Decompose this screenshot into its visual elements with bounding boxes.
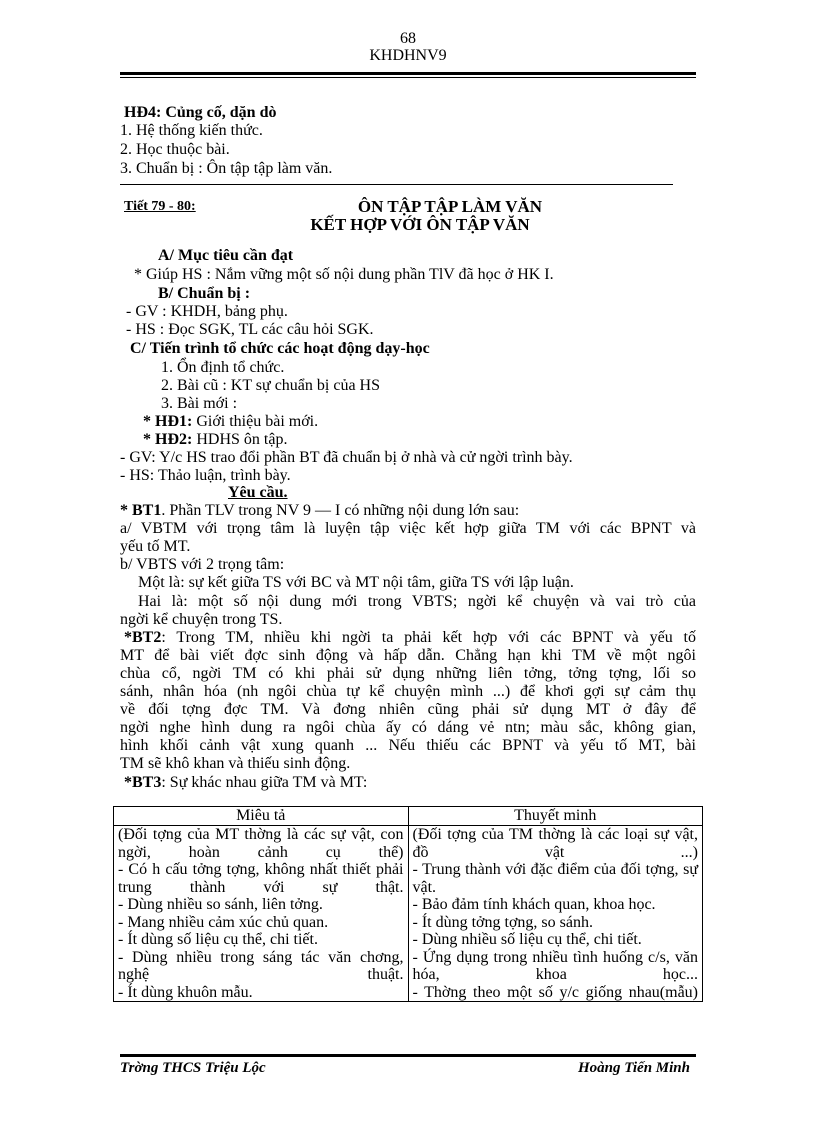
bt1-a-line2: yếu tố MT. bbox=[120, 538, 191, 555]
hd2-label: * HĐ2: bbox=[143, 431, 193, 448]
footer-author: Hoàng Tiến Minh bbox=[578, 1060, 690, 1076]
bt1-two-line1: Hai là: một số nội dung mới trong VBTS; ngời kể chuyện và vai trò của bbox=[138, 593, 696, 610]
hd2-text: HDHS ôn tập. bbox=[192, 431, 288, 448]
list-item: - Trung thành với đặc điểm của đối tợng, sự vật. bbox=[412, 861, 698, 896]
bt2-line-4: sánh, nhân hóa (nh ngôi chùa tự kể chuyện mình ...) để khơi gợi sự cảm thụ bbox=[120, 683, 696, 700]
process-step-1: 1. Ổn định tổ chức. bbox=[161, 359, 285, 376]
bt2-label: *BT2 bbox=[124, 629, 162, 646]
hd4-item-1: 1. Hệ thống kiến thức. bbox=[120, 122, 263, 139]
bt1-two-line2: ngời kể chuyện trong TS. bbox=[120, 611, 283, 628]
comparison-table bbox=[113, 806, 703, 1002]
header-mieu-ta: Miêu tả bbox=[114, 807, 409, 826]
hd1-line bbox=[143, 413, 318, 431]
list-item: - Ít dùng tởng tợng, so sánh. bbox=[412, 913, 593, 931]
bt2-line-1 bbox=[124, 629, 696, 647]
bt2-line-1-text: : Trong TM, nhiều khi ngời ta phải kết hợp với các BPNT và yếu tố bbox=[161, 629, 696, 646]
hd2-line bbox=[143, 431, 287, 449]
list-item: - Có h cấu tởng tợng, không nhất thiết phải trung thành với sự thật. bbox=[118, 861, 404, 896]
lesson-period: Tiết 79 - 80: bbox=[124, 199, 196, 214]
bt3-label: *BT3 bbox=[124, 774, 162, 791]
list-item: - Dùng nhiều số liệu cụ thể, chi tiết. bbox=[412, 931, 642, 948]
list-item: - Dùng nhiều so sánh, liên tởng. bbox=[118, 896, 323, 913]
hd4-heading: HĐ4: Củng cố, dặn dò bbox=[124, 104, 277, 121]
preparation-student: - HS : Đọc SGK, TL các câu hỏi SGK. bbox=[126, 321, 374, 338]
requirements-heading: Yêu cầu. bbox=[228, 484, 288, 501]
table-row bbox=[114, 826, 703, 1002]
bt2-line-6: ngời nghe hình dung ra ngôi chùa ấy có dáng vẻ ntn; màu sắc, không gian, bbox=[120, 719, 696, 736]
list-item: - Dùng nhiều trong sáng tác văn chơng, nghệ thuật. bbox=[118, 948, 404, 983]
bt2-line-5: về đối tợng đợc TM. Và đơng nhiên cũng phải sử dụng MT ở đây để bbox=[120, 701, 696, 718]
objectives-heading: A/ Mục tiêu cần đạt bbox=[158, 247, 294, 264]
list-item: - Mang nhiều cảm xúc chủ quan. bbox=[118, 913, 329, 931]
header-thuyet-minh: Thuyết minh bbox=[408, 807, 703, 826]
bt1-intro-text: . Phần TLV trong NV 9 — I có những nội dung lớn sau: bbox=[161, 502, 520, 519]
list-item: - Bảo đảm tính khách quan, khoa học. bbox=[412, 896, 656, 913]
preparation-teacher: - GV : KHDH, bảng phụ. bbox=[126, 303, 288, 320]
table-header-row bbox=[114, 807, 703, 826]
list-item: - Thờng theo một số y/c giống nhau(mẫu) bbox=[412, 983, 698, 1001]
header-rule bbox=[120, 72, 696, 75]
bt2-line-2: MT để bài viết đợc sinh động và hấp dẫn. Chẳng hạn khi TM về một ngôi bbox=[120, 647, 696, 664]
thuyet-minh-cell bbox=[408, 826, 703, 1002]
process-heading: C/ Tiến trình tổ chức các hoạt động dạy-học bbox=[130, 340, 430, 357]
list-item: - Ít dùng số liệu cụ thể, chi tiết. bbox=[118, 931, 318, 948]
section-divider bbox=[120, 184, 673, 185]
bt2-last: TM sẽ khô khan và thiếu sinh động. bbox=[120, 755, 351, 772]
preparation-heading: B/ Chuẩn bị : bbox=[158, 285, 251, 302]
page-number: 68 bbox=[400, 30, 416, 47]
hd4-item-3: 3. Chuẩn bị : Ôn tập tập làm văn. bbox=[120, 160, 333, 177]
bt2-line-7: hình khối cảnh vật xung quanh ... Nếu thiếu các BPNT và yếu tố MT, bài bbox=[120, 737, 696, 754]
list-item: (Đối tợng của MT thờng là các sự vật, con ngời, hoàn cảnh cụ thể) bbox=[118, 826, 404, 861]
process-step-2: 2. Bài cũ : KT sự chuẩn bị của HS bbox=[161, 377, 381, 394]
footer-rule bbox=[120, 1054, 696, 1057]
header-title: KHDHNV9 bbox=[369, 47, 447, 64]
bt1-one: Một là: sự kết giữa TS với BC và MT nội tâm, giữa TS với lập luận. bbox=[138, 574, 574, 591]
bt3-text: : Sự khác nhau giữa TM và MT: bbox=[161, 774, 368, 791]
objectives-text: * Giúp HS : Nắm vững một số nội dung phần TlV đã học ở HK I. bbox=[134, 266, 554, 283]
list-item: - Ít dùng khuôn mẫu. bbox=[118, 983, 253, 1001]
footer-school: Trờng THCS Triệu Lộc bbox=[120, 1060, 266, 1076]
hs-instruction: - HS: Thảo luận, trình bày. bbox=[120, 467, 291, 484]
process-step-3: 3. Bài mới : bbox=[161, 395, 238, 412]
gv-instruction: - GV: Y/c HS trao đổi phần BT đã chuẩn bị ở nhà và cử ngời trình bày. bbox=[120, 449, 573, 466]
lesson-title-line1: ÔN TẬP TẬP LÀM VĂN bbox=[357, 197, 543, 216]
mieu-ta-cell bbox=[114, 826, 409, 1002]
bt3-line bbox=[124, 774, 367, 792]
list-item: - Ứng dụng trong nhiều tình huống c/s, văn hóa, khoa học... bbox=[412, 948, 698, 983]
lesson-title-line2: KẾT HỢP VỚI ÔN TẬP VĂN bbox=[310, 215, 530, 234]
bt1-intro bbox=[120, 502, 519, 520]
hd1-text: Giới thiệu bài mới. bbox=[192, 413, 319, 430]
list-item: (Đối tợng của TM thờng là các loại sự vật, đồ vật ...) bbox=[412, 826, 698, 861]
hd4-item-2: 2. Học thuộc bài. bbox=[120, 141, 230, 158]
header-rule-thin bbox=[120, 77, 696, 78]
bt1-b: b/ VBTS với 2 trọng tâm: bbox=[120, 556, 285, 573]
bt2-line-3: chùa cổ, ngời TM có khi phải sử dụng những liên tởng, tởng tợng, lối so bbox=[120, 665, 696, 682]
bt1-label: * BT1 bbox=[120, 502, 162, 519]
bt1-a-line1: a/ VBTM với trọng tâm là luyện tập việc kết hợp giữa TM với các BPNT và bbox=[120, 520, 696, 537]
hd1-label: * HĐ1: bbox=[143, 413, 193, 430]
